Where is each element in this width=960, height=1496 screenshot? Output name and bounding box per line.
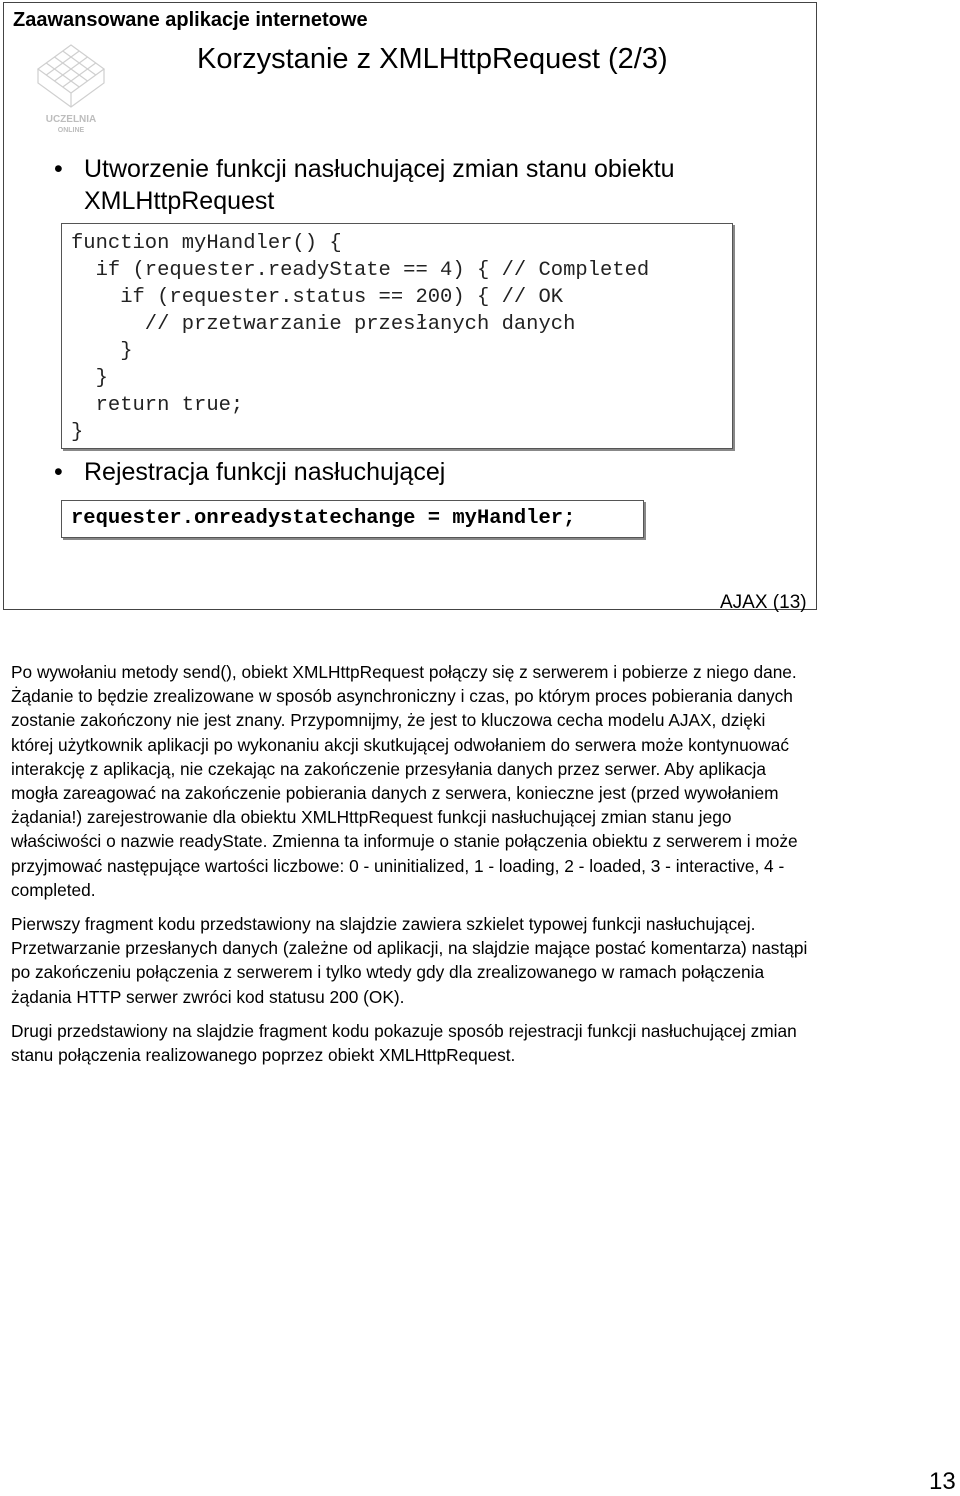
slide-title: Korzystanie z XMLHttpRequest (2/3) [197,43,668,75]
bullet-text-line: Utworzenie funkcji nasłuchującej zmian stanu obiektu [84,155,675,183]
bullet-dot: • [54,458,63,486]
registration-code-line: requester.onreadystatechange = myHandler; [71,507,576,530]
uczelnia-online-logo-icon [32,39,110,135]
bullet-text-line: Rejestracja funkcji nasłuchującej [84,458,446,486]
lecture-notes [11,660,811,1077]
code-line: // przetwarzanie przesłanych danych [71,313,576,336]
code-line: } [71,367,108,390]
notes-paragraph: Po wywołaniu metody send(), obiekt XMLHttpRequest połączy się z serwerem i pobierze z niego dane. Żądanie to będzie zrealizowane w sposób asynchroniczny i czas, po którym proces pobierania danych zostanie zakończony nie jest znany. Przypomnijmy, że jest to kluczowa cecha modelu AJAX, dzięki której użytkownik aplikacji po wykonaniu akcji skutkującej odwołaniem do serwera może kontynuować interakcję z aplikacją, nie czekając na zakończenie przesyłania danych przez serwer. Aby aplikacja mogła zareagować na zakończenie pobierania danych z serwera, konieczne jest (przed wywołaniem żądania!) zarejestrowanie dla obiektu XMLHttpRequest funkcji nasłuchującej zmian stanu jego właściwości o nazwie readyState. Zmienna ta informuje o stanie połączenia obiektu z serwerem i może przyjmować następujące wartości liczbowe: 0 - uninitialized, 1 - loading, 2 - loaded, 3 - interactive, 4 - completed. [11,662,798,900]
code-line: } [71,421,84,444]
code-line: return true; [71,394,244,417]
course-title: Zaawansowane aplikacje internetowe [13,9,368,31]
slide-footer-label: AJAX (13) [720,592,807,613]
code-line: if (requester.status == 200) { // OK [71,286,564,309]
notes-paragraph: Drugi przedstawiony na slajdzie fragment kodu pokazuje sposób rejestracji funkcji nasłuchującej zmian stanu połączenia realizowanego poprzez obiekt XMLHttpRequest. [11,1020,797,1066]
logo-text-bottom: ONLINE [57,127,85,134]
page-number: 13 [929,1468,956,1495]
code-line: } [71,340,133,363]
code-block-handler [61,223,733,449]
code-line: function myHandler() { [71,232,342,255]
bullet-text-line: XMLHttpRequest [84,187,275,215]
code-line: if (requester.readyState == 4) { // Completed [71,259,650,282]
code-block-registration [61,500,644,538]
bullet-dot: • [54,155,63,183]
logo-text-top: UCZELNIA [45,114,97,125]
notes-paragraph: Pierwszy fragment kodu przedstawiony na slajdzie zawiera szkielet typowej funkcji nasłuchującej. Przetwarzanie przesłanych danych (zależne od aplikacji, na slajdzie mające postać komentarza) nastąpi po zakończeniu połączenia z serwerem i tylko wtedy gdy dla zrealizowanego w ramach połączenia żądania HTTP serwer zwróci kod statusu 200 (OK). [11,914,808,1007]
slide-frame [3,2,817,613]
